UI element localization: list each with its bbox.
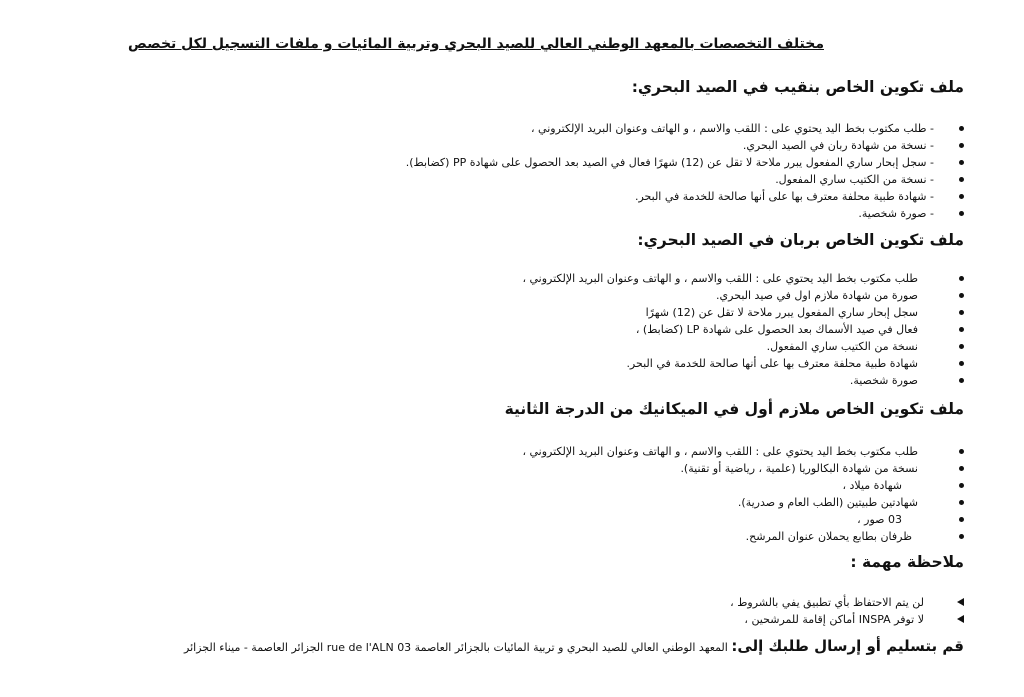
address-text: المعهد الوطني العالي للصيد البحري و تربية المائيات بالجزائر العاصمة 03 rue de l'ALN الجزائر العاصمة - ميناء الجزائر <box>184 641 728 654</box>
bullet-icon <box>959 126 964 131</box>
requirements-list <box>44 428 964 545</box>
submission-address <box>64 637 964 655</box>
section-mechanic-file <box>44 400 964 545</box>
section-heading: ملف تكوين الخاص بنقيب في الصيد البحري: <box>631 78 964 96</box>
section-heading: ملف تكوين الخاص ملازم أول في الميكانيك من الدرجة الثانية <box>504 400 964 418</box>
requirements-list <box>44 259 964 389</box>
bullet-icon <box>959 517 964 522</box>
bullet-icon <box>959 449 964 454</box>
bullet-icon <box>959 344 964 349</box>
list-item: صورة شخصية. <box>44 372 964 389</box>
bullet-icon <box>959 466 964 471</box>
list-item: طلب مكتوب بخط اليد يحتوي على : اللقب والاسم ، و الهاتف وعنوان البريد الإلكتروني ، <box>44 270 964 287</box>
section-heading: ملف تكوين الخاص بربان في الصيد البحري: <box>637 231 964 249</box>
bullet-icon <box>959 293 964 298</box>
section-important-note <box>44 553 964 628</box>
bullet-icon <box>959 160 964 165</box>
list-item: صورة من شهادة ملازم اول في صيد البحري. <box>44 287 964 304</box>
notes-list <box>44 581 964 628</box>
bullet-icon <box>959 327 964 332</box>
bullet-icon <box>959 534 964 539</box>
bullet-icon <box>959 194 964 199</box>
list-item: طلب مكتوب بخط اليد يحتوي على : اللقب والاسم ، و الهاتف وعنوان البريد الإلكتروني ، <box>44 443 964 460</box>
bullet-icon <box>959 378 964 383</box>
arrow-left-icon <box>957 615 964 623</box>
bullet-icon <box>959 276 964 281</box>
list-item: - شهادة طبية محلفة معترف بها على أنها صالحة للخدمة في البحر. <box>44 188 964 205</box>
bullet-icon <box>959 361 964 366</box>
list-item: شهادة طبية محلفة معترف بها على أنها صالحة للخدمة في البحر. <box>44 355 964 372</box>
bullet-icon <box>959 483 964 488</box>
list-item: - نسخة من شهادة ربان في الصيد البحري. <box>44 137 964 154</box>
list-item: نسخة من الكتيب ساري المفعول. <box>44 338 964 355</box>
list-item: 03 صور ، <box>44 511 964 528</box>
section-captain-file <box>44 78 964 222</box>
requirements-list <box>44 106 964 222</box>
bullet-icon <box>959 500 964 505</box>
list-item: نسخة من شهادة البكالوريا (علمية ، رياضية أو تقنية). <box>44 460 964 477</box>
list-item: شهادتين طبيتين (الطب العام و صدرية). <box>44 494 964 511</box>
section-skipper-file <box>44 231 964 389</box>
list-item: - سجل إبحار ساري المفعول يبرر ملاحة لا تقل عن (12) شهرًا فعال في الصيد بعد الحصول على شهادة PP (كضابط). <box>44 154 964 171</box>
bullet-icon <box>959 143 964 148</box>
list-item: - صورة شخصية. <box>44 205 964 222</box>
bullet-icon <box>959 211 964 216</box>
list-item: سجل إبحار ساري المفعول يبرر ملاحة لا تقل عن (12) شهرًا <box>44 304 964 321</box>
section-heading: ملاحظة مهمة : <box>850 553 964 571</box>
list-item: لا توفر INSPA أماكن إقامة للمرشحين ، <box>44 611 964 628</box>
submission-label: قم بتسليم أو إرسال طلبك إلى: <box>731 637 964 655</box>
list-item: لن يتم الاحتفاظ بأي تطبيق يفي بالشروط ، <box>44 594 964 611</box>
bullet-icon <box>959 310 964 315</box>
arrow-left-icon <box>957 598 964 606</box>
document-title: مختلف التخصصات بالمعهد الوطني العالي للصيد البحري وتربية المائيات و ملفات التسجيل لكل تخصص <box>128 36 824 52</box>
list-item: شهادة ميلاد ، <box>44 477 964 494</box>
list-item: ظرفان بطابع يحملان عنوان المرشح. <box>44 528 964 545</box>
list-item: - نسخة من الكتيب ساري المفعول. <box>44 171 964 188</box>
bullet-icon <box>959 177 964 182</box>
list-item: فعال في صيد الأسماك بعد الحصول على شهادة LP (كضابط) ، <box>44 321 964 338</box>
list-item: - طلب مكتوب بخط اليد يحتوي على : اللقب والاسم ، و الهاتف وعنوان البريد الإلكتروني ، <box>44 120 964 137</box>
